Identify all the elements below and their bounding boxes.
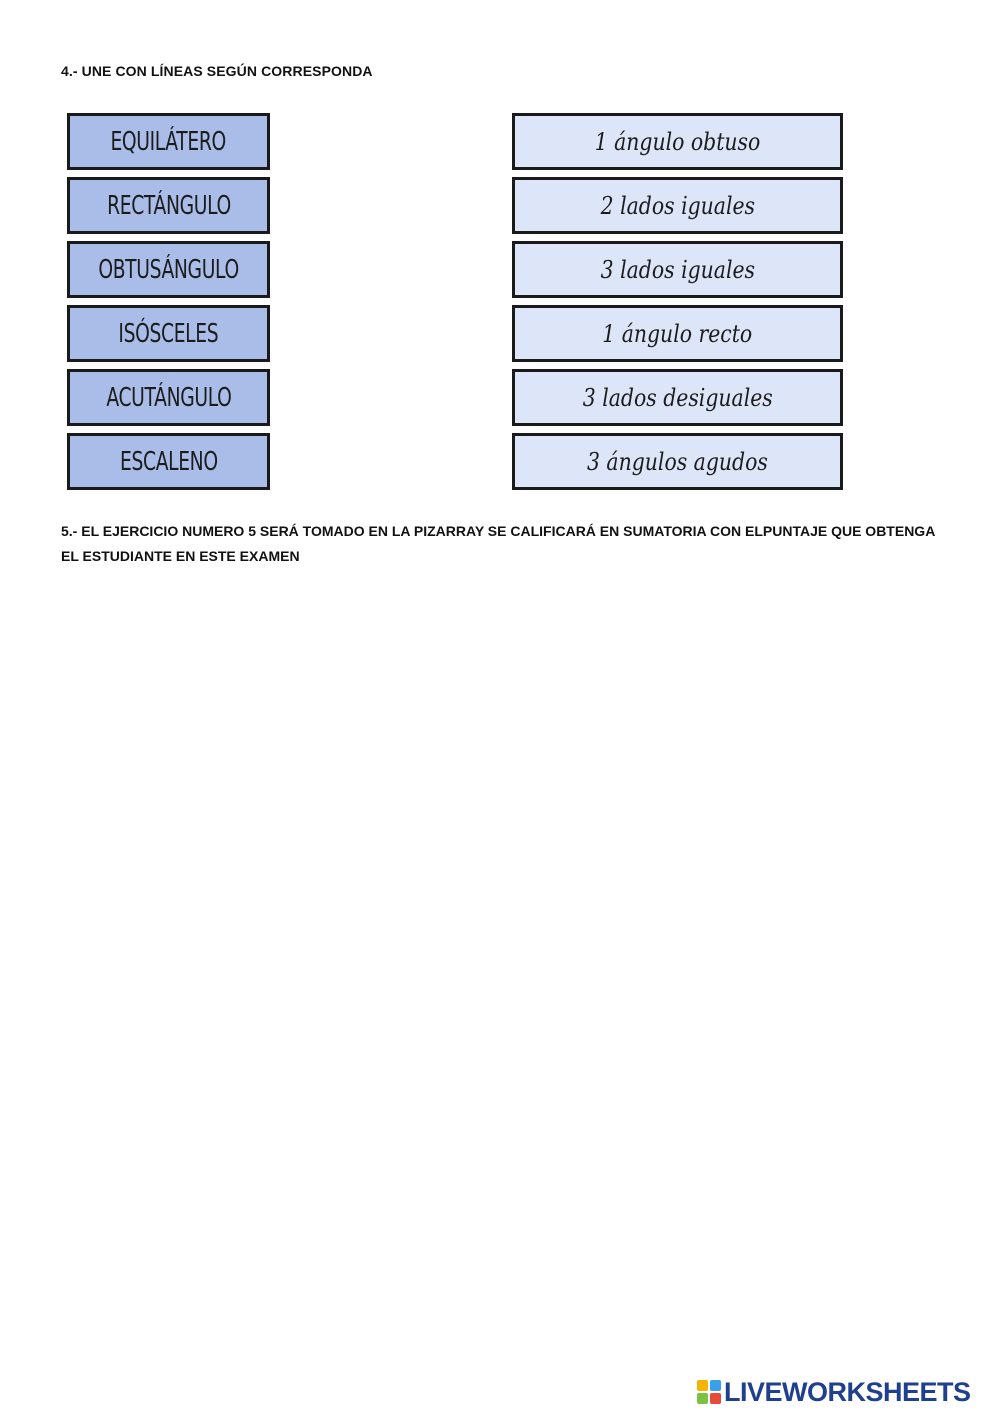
term-label: ISÓSCELES	[118, 318, 219, 349]
term-card-obtusangulo[interactable]	[67, 241, 270, 298]
logo-text: LIVEWORKSHEETS	[724, 1376, 971, 1407]
logo-square-red	[710, 1393, 721, 1404]
description-card-1-angulo-obtuso[interactable]	[512, 113, 843, 170]
description-label: 3 lados desiguales	[582, 383, 773, 412]
term-label: ACUTÁNGULO	[105, 382, 232, 413]
logo-square-yellow	[697, 1380, 708, 1391]
description-card-3-lados-desiguales[interactable]	[512, 369, 843, 426]
description-card-1-angulo-recto[interactable]	[512, 305, 843, 362]
term-card-equilatero[interactable]	[67, 113, 270, 170]
term-card-isosceles[interactable]	[67, 305, 270, 362]
description-card-3-angulos-agudos[interactable]	[512, 433, 843, 490]
logo-square-green	[697, 1393, 708, 1404]
descriptions-column	[512, 113, 843, 497]
description-label: 3 ángulos agudos	[587, 447, 768, 476]
term-label: ESCALENO	[119, 446, 218, 477]
description-card-2-lados-iguales[interactable]	[512, 177, 843, 234]
logo-icon	[697, 1380, 721, 1404]
term-card-acutangulo[interactable]	[67, 369, 270, 426]
logo-square-blue	[710, 1380, 721, 1391]
description-label: 1 ángulo recto	[602, 319, 753, 348]
term-label: RECTÁNGULO	[106, 190, 231, 221]
description-label: 3 lados iguales	[600, 255, 755, 284]
terms-column	[67, 113, 270, 497]
question-5-text: 5.- EL EJERCICIO NUMERO 5 SERÁ TOMADO EN LA PIZARRAY SE CALIFICARÁ EN SUMATORIA CON ELPUNTAJE QUE OBTENGA EL ESTUDIANTE EN ESTE EXAMEN	[61, 523, 935, 564]
description-label: 1 ángulo obtuso	[594, 127, 761, 156]
term-card-rectangulo[interactable]	[67, 177, 270, 234]
description-label: 2 lados iguales	[600, 191, 755, 220]
description-card-3-lados-iguales[interactable]	[512, 241, 843, 298]
liveworksheets-logo[interactable]	[697, 1377, 971, 1407]
question-4-title: 4.- UNE CON LÍNEAS SEGÚN CORRESPONDA	[61, 63, 373, 79]
term-label: OBTUSÁNGULO	[98, 254, 239, 285]
term-label: EQUILÁTERO	[110, 126, 227, 157]
term-card-escaleno[interactable]	[67, 433, 270, 490]
